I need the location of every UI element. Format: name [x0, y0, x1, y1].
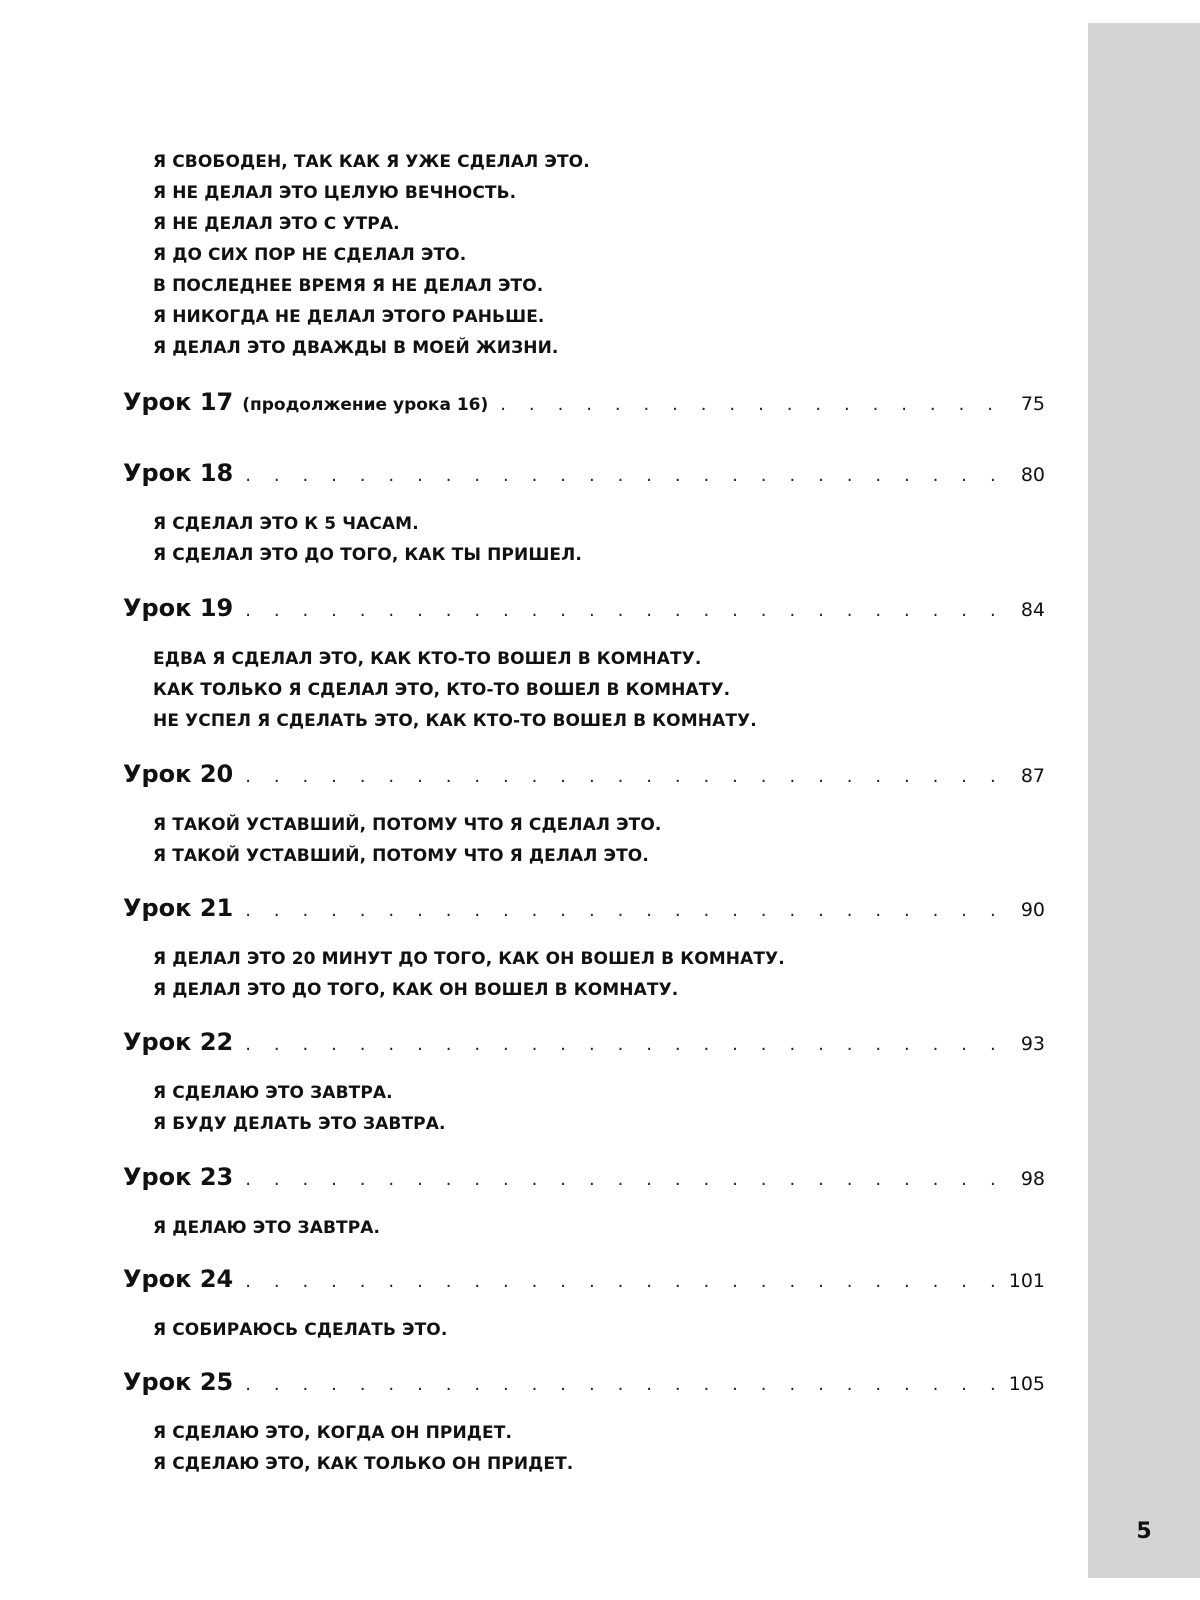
lesson-title: Урок 17 — [123, 388, 234, 416]
toc-subline: Я СОБИРАЮСЬ СДЕЛАТЬ ЭТО. — [153, 1320, 448, 1340]
toc-subline: Я СДЕЛАЮ ЭТО, КАК ТОЛЬКО ОН ПРИДЕТ. — [153, 1454, 574, 1474]
page-number: 5 — [1136, 1519, 1152, 1544]
dot-leader — [245, 459, 1015, 493]
toc-subline: Я ТАКОЙ УСТАВШИЙ, ПОТОМУ ЧТО Я СДЕЛАЛ ЭТО. — [153, 815, 662, 835]
toc-subline: В ПОСЛЕДНЕЕ ВРЕМЯ Я НЕ ДЕЛАЛ ЭТО. — [153, 276, 544, 296]
lesson-page-number: 98 — [1020, 1168, 1045, 1190]
toc-subline: Я НИКОГДА НЕ ДЕЛАЛ ЭТОГО РАНЬШЕ. — [153, 307, 545, 327]
toc-entry-lesson-25[interactable] — [123, 1365, 1045, 1399]
lesson-title: Урок 25 — [123, 1368, 234, 1396]
toc-entry-lesson-18[interactable] — [123, 456, 1045, 490]
lesson-page-number: 90 — [1020, 899, 1045, 921]
toc-subline: Я БУДУ ДЕЛАТЬ ЭТО ЗАВТРА. — [153, 1114, 446, 1134]
toc-entry-lesson-17[interactable] — [123, 385, 1045, 419]
lesson-title: Урок 21 — [123, 894, 234, 922]
toc-entry-lesson-19[interactable] — [123, 591, 1045, 625]
toc-entry-lesson-23[interactable] — [123, 1160, 1045, 1194]
toc-subline: Я ДО СИХ ПОР НЕ СДЕЛАЛ ЭТО. — [153, 245, 467, 265]
toc-subline: НЕ УСПЕЛ Я СДЕЛАТЬ ЭТО, КАК КТО-ТО ВОШЕЛ В КОМНАТУ. — [153, 711, 757, 731]
toc-subline: Я СДЕЛАЛ ЭТО К 5 ЧАСАМ. — [153, 514, 419, 534]
lesson-title: Урок 23 — [123, 1163, 234, 1191]
dot-leader — [500, 388, 1015, 422]
toc-subline: Я СДЕЛАЮ ЭТО ЗАВТРА. — [153, 1083, 393, 1103]
toc-subline: Я СВОБОДЕН, ТАК КАК Я УЖЕ СДЕЛАЛ ЭТО. — [153, 152, 590, 172]
toc-subline: Я ДЕЛАЛ ЭТО ДО ТОГО, КАК ОН ВОШЕЛ В КОМНАТУ. — [153, 980, 679, 1000]
toc-entry-lesson-22[interactable] — [123, 1025, 1045, 1059]
toc-subline: Я ДЕЛАЛ ЭТО ДВАЖДЫ В МОЕЙ ЖИЗНИ. — [153, 338, 559, 358]
dot-leader — [245, 894, 1015, 928]
lesson-page-number: 87 — [1020, 765, 1045, 787]
toc-subline: Я ДЕЛАЮ ЭТО ЗАВТРА. — [153, 1218, 381, 1238]
lesson-title: Урок 22 — [123, 1028, 234, 1056]
toc-subline: Я НЕ ДЕЛАЛ ЭТО С УТРА. — [153, 214, 400, 234]
lesson-title: Урок 19 — [123, 594, 234, 622]
toc-entry-lesson-20[interactable] — [123, 757, 1045, 791]
toc-subline: Я НЕ ДЕЛАЛ ЭТО ЦЕЛУЮ ВЕЧНОСТЬ. — [153, 183, 517, 203]
lesson-note: (продолжение урока 16) — [242, 395, 489, 415]
lesson-title: Урок 20 — [123, 760, 234, 788]
lesson-page-number: 84 — [1020, 599, 1045, 621]
toc-entry-lesson-24[interactable] — [123, 1262, 1045, 1296]
lesson-page-number: 80 — [1020, 464, 1045, 486]
lesson-page-number: 101 — [1008, 1270, 1045, 1292]
lesson-page-number: 105 — [1008, 1373, 1045, 1395]
toc-subline: Я СДЕЛАЛ ЭТО ДО ТОГО, КАК ТЫ ПРИШЕЛ. — [153, 545, 582, 565]
toc-subline: Я ТАКОЙ УСТАВШИЙ, ПОТОМУ ЧТО Я ДЕЛАЛ ЭТО. — [153, 846, 649, 866]
dot-leader — [245, 1265, 1003, 1299]
lesson-page-number: 75 — [1020, 393, 1045, 415]
lesson-title: Урок 18 — [123, 459, 234, 487]
dot-leader — [245, 1368, 1003, 1402]
dot-leader — [245, 1163, 1015, 1197]
toc-subline: ЕДВА Я СДЕЛАЛ ЭТО, КАК КТО-ТО ВОШЕЛ В КОМНАТУ. — [153, 649, 702, 669]
dot-leader — [245, 594, 1015, 628]
toc-subline: Я ДЕЛАЛ ЭТО 20 МИНУТ ДО ТОГО, КАК ОН ВОШЕЛ В КОМНАТУ. — [153, 949, 785, 969]
toc-subline: Я СДЕЛАЮ ЭТО, КОГДА ОН ПРИДЕТ. — [153, 1423, 513, 1443]
dot-leader — [245, 760, 1015, 794]
side-margin-bar — [1088, 23, 1200, 1578]
lesson-page-number: 93 — [1020, 1033, 1045, 1055]
toc-entry-lesson-21[interactable] — [123, 891, 1045, 925]
lesson-title: Урок 24 — [123, 1265, 234, 1293]
toc-subline: КАК ТОЛЬКО Я СДЕЛАЛ ЭТО, КТО-ТО ВОШЕЛ В КОМНАТУ. — [153, 680, 731, 700]
dot-leader — [245, 1028, 1015, 1062]
